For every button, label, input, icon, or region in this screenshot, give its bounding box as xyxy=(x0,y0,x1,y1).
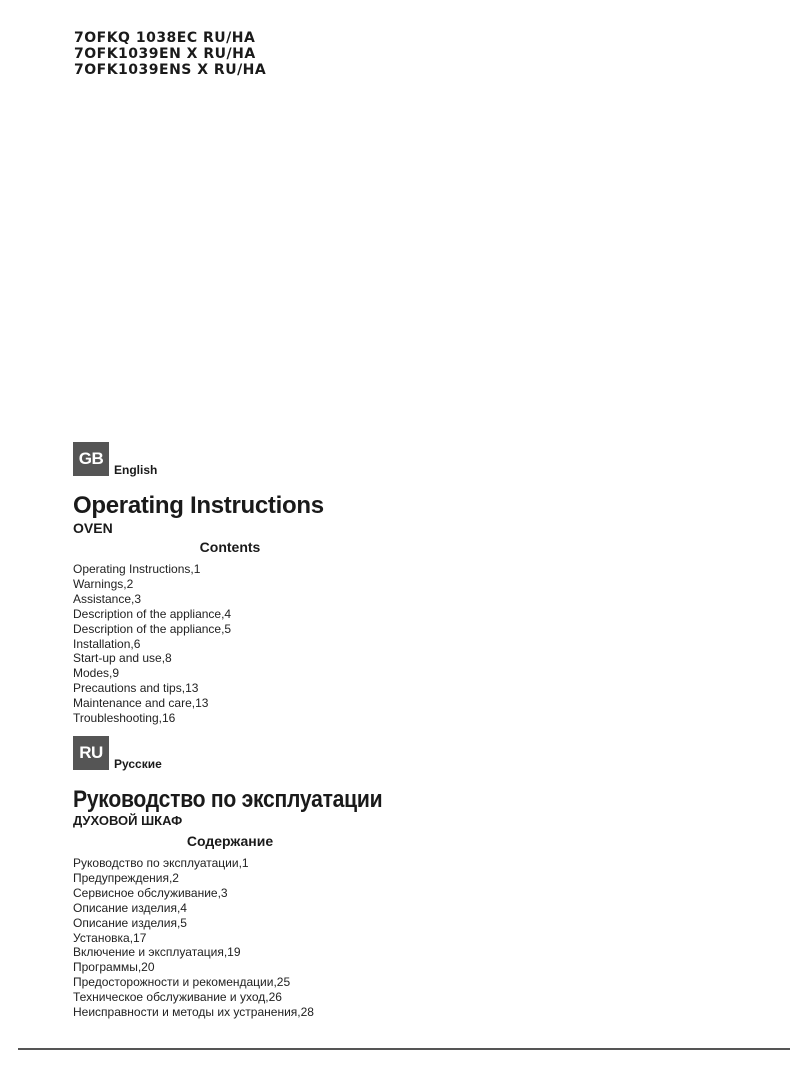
toc-item: Неисправности и методы их устранения,28 xyxy=(73,1005,314,1020)
model-numbers xyxy=(74,30,266,78)
gb-page-title: Operating Instructions xyxy=(73,492,324,519)
model-number: 7OFK1039EN X RU/HA xyxy=(74,46,256,62)
toc-item: Warnings,2 xyxy=(73,576,134,591)
gb-language-badge: GB xyxy=(73,442,109,476)
ru-language-badge: RU xyxy=(73,736,109,770)
toc-item: Описание изделия,5 xyxy=(73,915,187,930)
ru-page-subtitle: ДУХОВОЙ ШКАФ xyxy=(73,813,183,828)
ru-language-header xyxy=(73,736,162,770)
toc-item: Modes,9 xyxy=(73,666,120,681)
toc-item: Описание изделия,4 xyxy=(73,900,187,915)
gb-language-header xyxy=(73,442,157,476)
toc-item: Operating Instructions,1 xyxy=(73,562,201,576)
toc-item: Руководство по эксплуатации,1 xyxy=(73,856,249,870)
ru-table-of-contents xyxy=(73,856,314,1020)
ru-contents-heading: Содержание xyxy=(186,833,274,849)
toc-item: Установка,17 xyxy=(73,930,147,945)
ru-page-title: Руководство по эксплуатации xyxy=(73,786,383,813)
model-number: 7OFK1039ENS X RU/HA xyxy=(74,62,267,78)
toc-item: Installation,6 xyxy=(73,636,141,651)
toc-item: Precautions and tips,13 xyxy=(73,681,199,696)
toc-item: Включение и эксплуатация,19 xyxy=(73,945,241,960)
toc-item: Description of the appliance,5 xyxy=(73,621,232,636)
toc-item: Troubleshooting,16 xyxy=(73,711,176,726)
toc-item: Maintenance and care,13 xyxy=(73,696,209,711)
toc-item: Техническое обслуживание и уход,26 xyxy=(73,990,282,1005)
toc-item: Программы,20 xyxy=(73,960,155,975)
gb-table-of-contents xyxy=(73,562,231,726)
toc-item: Start-up and use,8 xyxy=(73,651,172,666)
toc-item: Description of the appliance,4 xyxy=(73,606,232,621)
gb-page-subtitle: OVEN xyxy=(73,520,113,536)
toc-item: Сервисное обслуживание,3 xyxy=(73,885,228,900)
gb-contents-heading: Contents xyxy=(199,539,261,555)
footer-divider xyxy=(18,1048,790,1050)
gb-language-name: English xyxy=(114,463,158,477)
ru-language-name: Русские xyxy=(114,757,162,771)
toc-item: Assistance,3 xyxy=(73,591,142,606)
toc-item: Предупреждения,2 xyxy=(73,870,179,885)
toc-item: Предосторожности и рекомендации,25 xyxy=(73,975,291,990)
model-number: 7OFKQ 1038EC RU/HA xyxy=(74,30,256,46)
